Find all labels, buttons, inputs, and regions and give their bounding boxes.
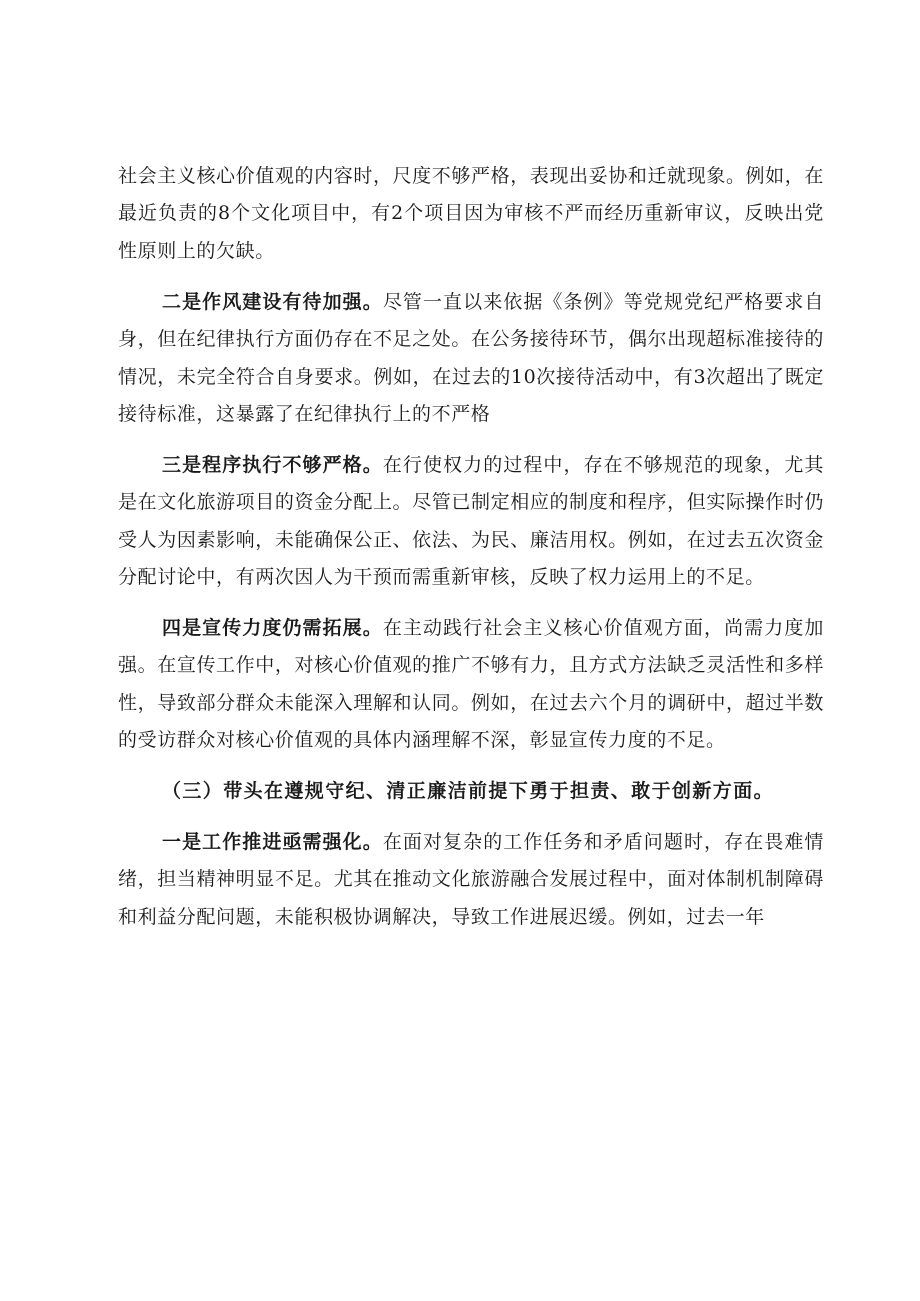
paragraph-work-style: [118, 284, 824, 434]
paragraph-publicity: [118, 610, 824, 760]
paragraph-continuation: [118, 158, 824, 270]
paragraph-lead: 四是宣传力度仍需拓展。: [162, 616, 383, 639]
section-heading: （三）带头在遵规守纪、清正廉洁前提下勇于担责、敢于创新方面。: [162, 780, 775, 803]
paragraph-text: 尽管一直以来依据《条例》等党规党纪严格要求自身，但在纪律执行方面仍存在不足之处。在公务接待环节，偶尔出现超标准接待的情况，未完全符合自身要求。例如，在过去的10次接待活动中，有3次超出了既定接待标准，这暴露了在纪律执行上的不严格: [118, 290, 824, 425]
paragraph-text: 社会主义核心价值观的内容时，尺度不够严格，表现出妥协和迁就现象。例如，在最近负责的8个文化项目中，有2个项目因为审核不严而经历重新审议，反映出党性原则上的欠缺。: [118, 165, 824, 262]
paragraph-lead: 二是作风建设有待加强。: [162, 290, 383, 313]
paragraph-text: 在行使权力的过程中，存在不够规范的现象，尤其是在文化旅游项目的资金分配上。尽管已制定相应的制度和程序，但实际操作时仍受人为因素影响，未能确保公正、依法、为民、廉洁用权。例如，在过去五次资金分配讨论中，有两次因人为干预而需重新审核，反映了权力运用上的不足。: [118, 453, 824, 589]
paragraph-text: 在面对复杂的工作任务和矛盾问题时，存在畏难情绪，担当精神明显不足。尤其在推动文化旅游融合发展过程中，面对体制机制障碍和利益分配问题，未能积极协调解决，导致工作进展迟缓。例如，过去一年: [118, 831, 824, 928]
paragraph-lead: 三是程序执行不够严格。: [162, 453, 383, 476]
paragraph-procedure: [118, 447, 824, 597]
paragraph-lead: 一是工作推进亟需强化。: [162, 831, 383, 853]
paragraph-work-progress: [118, 824, 824, 936]
document-body: [118, 158, 824, 950]
paragraph-text: 在主动践行社会主义核心价值观方面，尚需力度加强。在宣传工作中，对核心价值观的推广不够有力，且方式方法缺乏灵活性和多样性，导致部分群众未能深入理解和认同。例如，在过去六个月的调研中，超过半数的受访群众对核心价值观的具体内涵理解不深，彰显宣传力度的不足。: [118, 616, 824, 752]
